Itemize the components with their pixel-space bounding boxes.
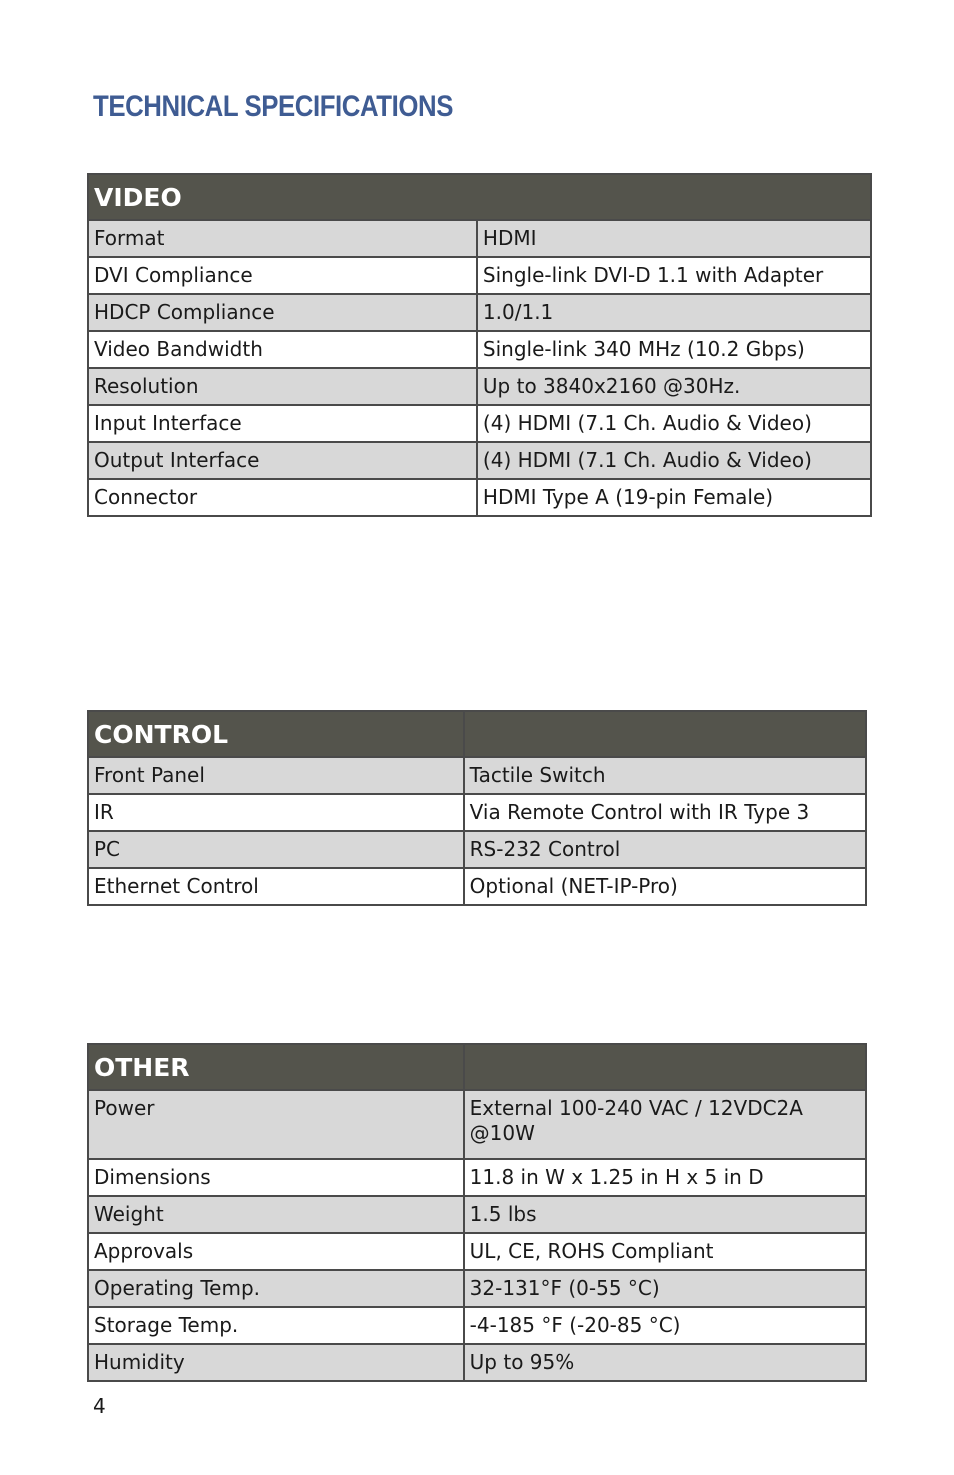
spec-value: (4) HDMI (7.1 Ch. Audio & Video)	[477, 405, 871, 442]
spec-label: Storage Temp.	[88, 1307, 464, 1344]
page-title: TECHNICAL SPECIFICATIONS	[93, 90, 453, 123]
spec-label: Output Interface	[88, 442, 477, 479]
spec-value: 11.8 in W x 1.25 in H x 5 in D	[464, 1159, 866, 1196]
spec-label: Humidity	[88, 1344, 464, 1381]
table-row	[88, 294, 871, 331]
table-row	[88, 794, 866, 831]
table-header-row	[88, 1044, 866, 1090]
spec-label: DVI Compliance	[88, 257, 477, 294]
spec-label: Ethernet Control	[88, 868, 464, 905]
table-header-row	[88, 174, 871, 220]
spec-label: HDCP Compliance	[88, 294, 477, 331]
header-empty-cell	[464, 711, 866, 757]
table-row	[88, 868, 866, 905]
spec-label: Approvals	[88, 1233, 464, 1270]
table-row	[88, 368, 871, 405]
table-row	[88, 831, 866, 868]
spec-value: HDMI	[477, 220, 871, 257]
spec-label: IR	[88, 794, 464, 831]
spec-label: Input Interface	[88, 405, 477, 442]
spec-value: UL, CE, ROHS Compliant	[464, 1233, 866, 1270]
spec-value: Single-link DVI-D 1.1 with Adapter	[477, 257, 871, 294]
spec-value: Tactile Switch	[464, 757, 866, 794]
table-header-row	[88, 711, 866, 757]
table-row	[88, 331, 871, 368]
spec-value: External 100-240 VAC / 12VDC2A @10W	[464, 1090, 866, 1159]
spec-value: (4) HDMI (7.1 Ch. Audio & Video)	[477, 442, 871, 479]
other-spec-table	[87, 1043, 867, 1382]
video-spec-table	[87, 173, 872, 517]
spec-label: Dimensions	[88, 1159, 464, 1196]
spec-value: 1.0/1.1	[477, 294, 871, 331]
spec-value: Via Remote Control with IR Type 3	[464, 794, 866, 831]
table-row	[88, 1090, 866, 1159]
table-row	[88, 479, 871, 516]
header-empty-cell	[464, 1044, 866, 1090]
control-spec-table	[87, 710, 867, 906]
other-section-heading: OTHER	[88, 1044, 464, 1090]
spec-label: Weight	[88, 1196, 464, 1233]
table-row	[88, 220, 871, 257]
spec-value: 1.5 lbs	[464, 1196, 866, 1233]
spec-value: Up to 95%	[464, 1344, 866, 1381]
table-row	[88, 1233, 866, 1270]
table-row	[88, 1159, 866, 1196]
table-row	[88, 405, 871, 442]
spec-label: Format	[88, 220, 477, 257]
spec-label: Resolution	[88, 368, 477, 405]
spec-label: Connector	[88, 479, 477, 516]
spec-value: Single-link 340 MHz (10.2 Gbps)	[477, 331, 871, 368]
spec-label: PC	[88, 831, 464, 868]
spec-value: 32-131°F (0-55 °C)	[464, 1270, 866, 1307]
video-section-heading: VIDEO	[88, 174, 871, 220]
table-row	[88, 1307, 866, 1344]
control-section-heading: CONTROL	[88, 711, 464, 757]
page-number: 4	[93, 1394, 106, 1418]
table-row	[88, 1344, 866, 1381]
table-row	[88, 757, 866, 794]
spec-label: Front Panel	[88, 757, 464, 794]
table-row	[88, 442, 871, 479]
spec-value: HDMI Type A (19-pin Female)	[477, 479, 871, 516]
spec-value: -4-185 °F (-20-85 °C)	[464, 1307, 866, 1344]
spec-label: Power	[88, 1090, 464, 1159]
table-row	[88, 1270, 866, 1307]
spec-label: Video Bandwidth	[88, 331, 477, 368]
spec-label: Operating Temp.	[88, 1270, 464, 1307]
table-row	[88, 1196, 866, 1233]
spec-value: Optional (NET-IP-Pro)	[464, 868, 866, 905]
spec-value: Up to 3840x2160 @30Hz.	[477, 368, 871, 405]
spec-value: RS-232 Control	[464, 831, 866, 868]
table-row	[88, 257, 871, 294]
